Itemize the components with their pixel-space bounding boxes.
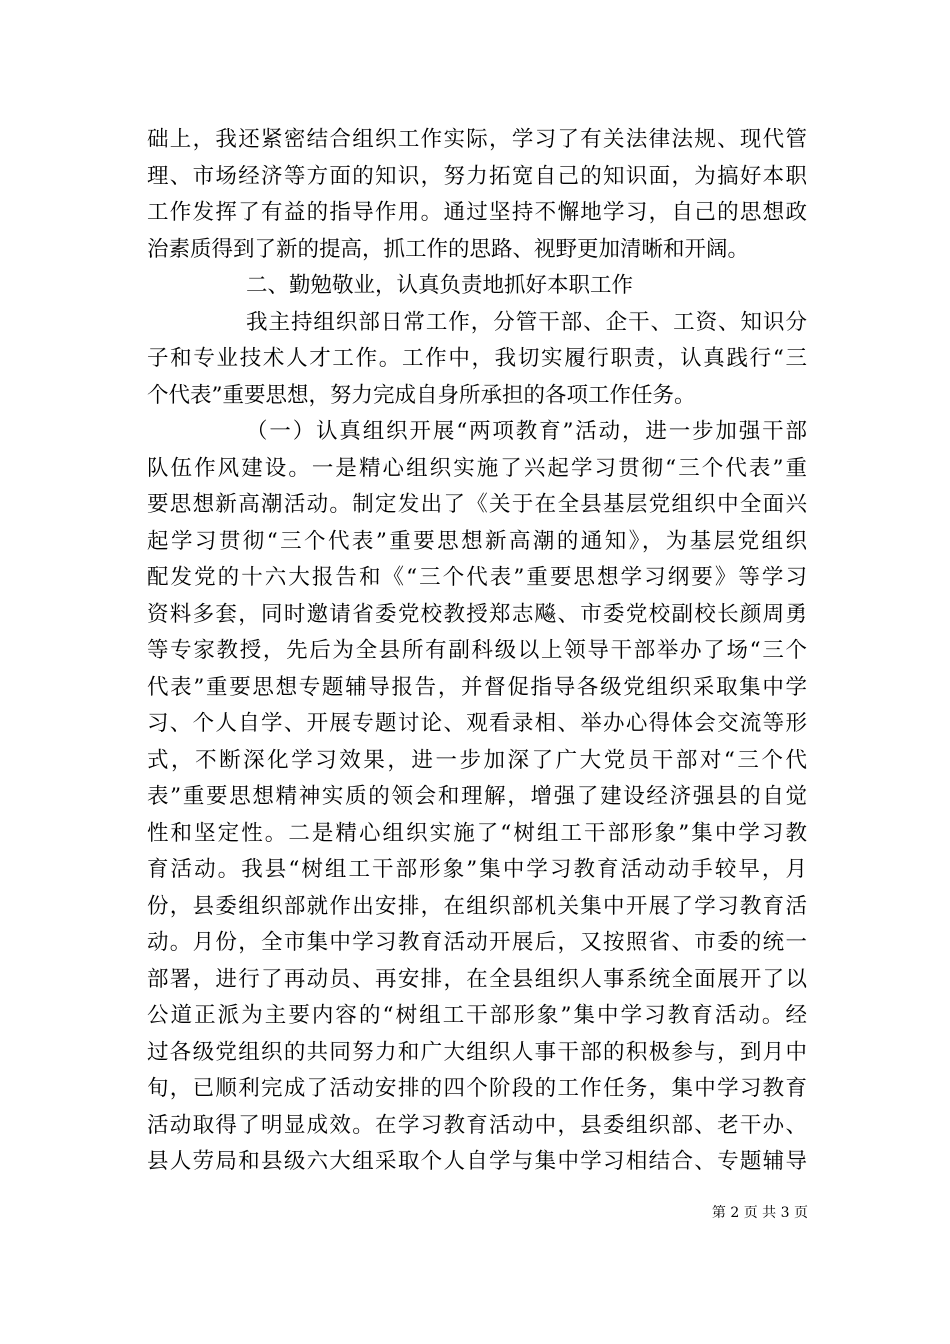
section-heading: 二、勤勉敬业，认真负责地抓好本职工作: [246, 273, 634, 298]
body-text-line: 起学习贯彻“三个代表”重要思想新高潮的通知》，为基层党组织: [147, 529, 807, 554]
body-text-line: 表”重要思想精神实质的领会和理解，增强了建设经济强县的自觉: [147, 784, 807, 809]
body-text-line: 工作发挥了有益的指导作用。通过坚持不懈地学习，自己的思想政: [147, 200, 807, 225]
body-text-line: 动。月份，全市集中学习教育活动开展后，又按照省、市委的统一: [147, 930, 807, 955]
body-text-line: 活动取得了明显成效。在学习教育活动中，县委组织部、老干办、: [147, 1113, 807, 1138]
body-text-line: 代表”重要思想专题辅导报告，并督促指导各级党组织采取集中学: [147, 675, 807, 700]
body-text-line: 理、市场经济等方面的知识，努力拓宽自己的知识面，为搞好本职: [147, 164, 807, 189]
body-text-line: 份，县委组织部就作出安排，在组织部机关集中开展了学习教育活: [147, 894, 807, 919]
body-text-line: 习、个人自学、开展专题讨论、观看录相、举办心得体会交流等形: [147, 711, 807, 736]
body-text-line: 式，不断深化学习效果，进一步加深了广大党员干部对“三个代: [147, 748, 807, 773]
body-text-line: 配发党的十六大报告和《“三个代表”重要思想学习纲要》等学习: [147, 565, 807, 590]
body-text-line: 旬，已顺利完成了活动安排的四个阶段的工作任务，集中学习教育: [147, 1076, 807, 1101]
body-text-line: 我主持组织部日常工作，分管干部、企干、工资、知识分: [246, 310, 807, 335]
body-text-line: 公道正派为主要内容的“树组工干部形象”集中学习教育活动。经: [147, 1003, 807, 1028]
body-text-line: 子和专业技术人才工作。工作中，我切实履行职责，认真践行“三: [147, 346, 807, 371]
body-text-line: 性和坚定性。二是精心组织实施了“树组工干部形象”集中学习教: [147, 821, 807, 846]
page-number-footer: 第 2 页 共 3 页: [711, 1205, 808, 1221]
body-text-line: 资料多套，同时邀请省委党校教授郑志飚、市委党校副校长颜周勇: [147, 602, 807, 627]
subsection-heading-line: （一）认真组织开展“两项教育”活动，进一步加强干部: [246, 419, 807, 444]
body-text-line: 过各级党组织的共同努力和广大组织人事干部的积极参与，到月中: [147, 1040, 807, 1065]
body-text-line: 要思想新高潮活动。制定发出了《关于在全县基层党组织中全面兴: [147, 492, 807, 517]
body-text-line: 队伍作风建设。一是精心组织实施了兴起学习贯彻“三个代表”重: [147, 456, 807, 481]
body-text-line: 育活动。我县“树组工干部形象”集中学习教育活动动手较早，月: [147, 857, 807, 882]
body-text-line: 础上，我还紧密结合组织工作实际，学习了有关法律法规、现代管: [147, 127, 807, 152]
body-text-line: 县人劳局和县级六大组采取个人自学与集中学习相结合、专题辅导: [147, 1149, 807, 1174]
body-text-line: 个代表”重要思想，努力完成自身所承担的各项工作任务。: [147, 383, 696, 408]
body-text-line: 等专家教授，先后为全县所有副科级以上领导干部举办了场“三个: [147, 638, 807, 663]
body-text-line: 治素质得到了新的提高，抓工作的思路、视野更加清晰和开阔。: [147, 237, 750, 262]
body-text-line: 部署，进行了再动员、再安排，在全县组织人事系统全面展开了以: [147, 967, 807, 992]
